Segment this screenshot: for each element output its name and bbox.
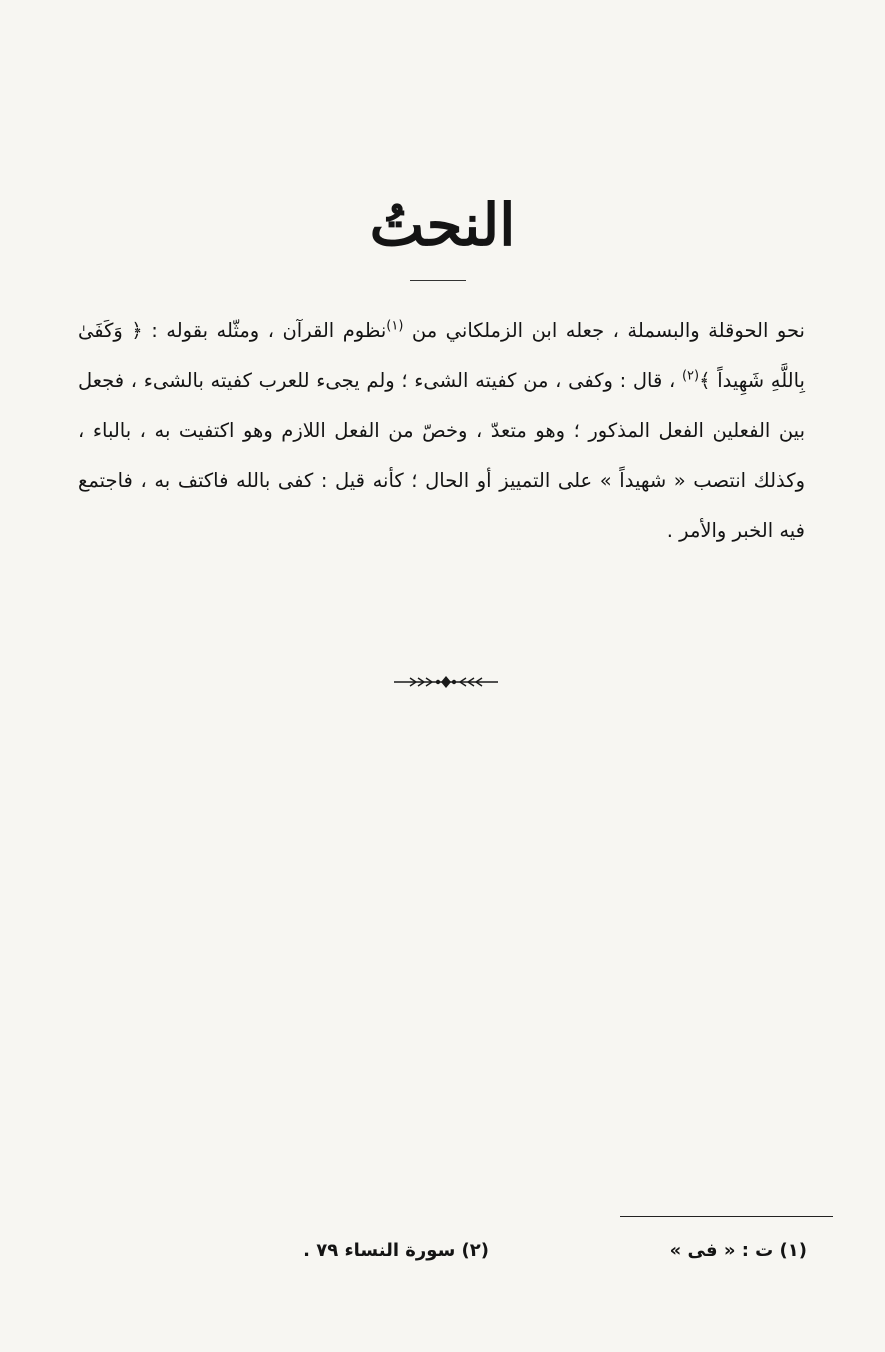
footnote-ref-1: (١) — [386, 318, 404, 334]
paragraph-part-3: ، قال : وكفى ، من كفيته الشىء ؛ ولم يجىء للعرب كفيته بالشىء ، فجعل بين الفعلين الفعل المذكور ؛ وهو متعدّ ، وخصّ من الفعل اللازم وهو اكتفيت به ، بالباء ، وكذلك انتصب « شهيداً » على التمييز أو الحال ؛ كأنه قيل : كفى بالله فاكتف به ، فاجتمع فيه الخبر والأمر . — [78, 369, 805, 542]
paragraph-part-2: نظوم القرآن ، ومثّله بقوله : ﴿ وَكَفَىٰ بِاللَّهِ شَهِيداً ﴾ — [78, 319, 805, 392]
paragraph-part-1: نحو الحوقلة والبسملة ، جعله ابن الزملكاني من — [403, 319, 805, 342]
footnote-ref-2: (٢) — [681, 368, 700, 384]
footnote-separator — [620, 1216, 833, 1217]
title-underline — [410, 280, 466, 281]
section-end-ornament-icon — [392, 672, 500, 692]
page-title: النحتُ — [369, 191, 516, 259]
main-paragraph — [78, 306, 805, 556]
footnote-1: (١) ت : « فى » — [669, 1240, 807, 1261]
footnote-2: (٢) سورة النساء ٧٩ . — [303, 1240, 489, 1261]
paragraph-text — [78, 306, 805, 556]
